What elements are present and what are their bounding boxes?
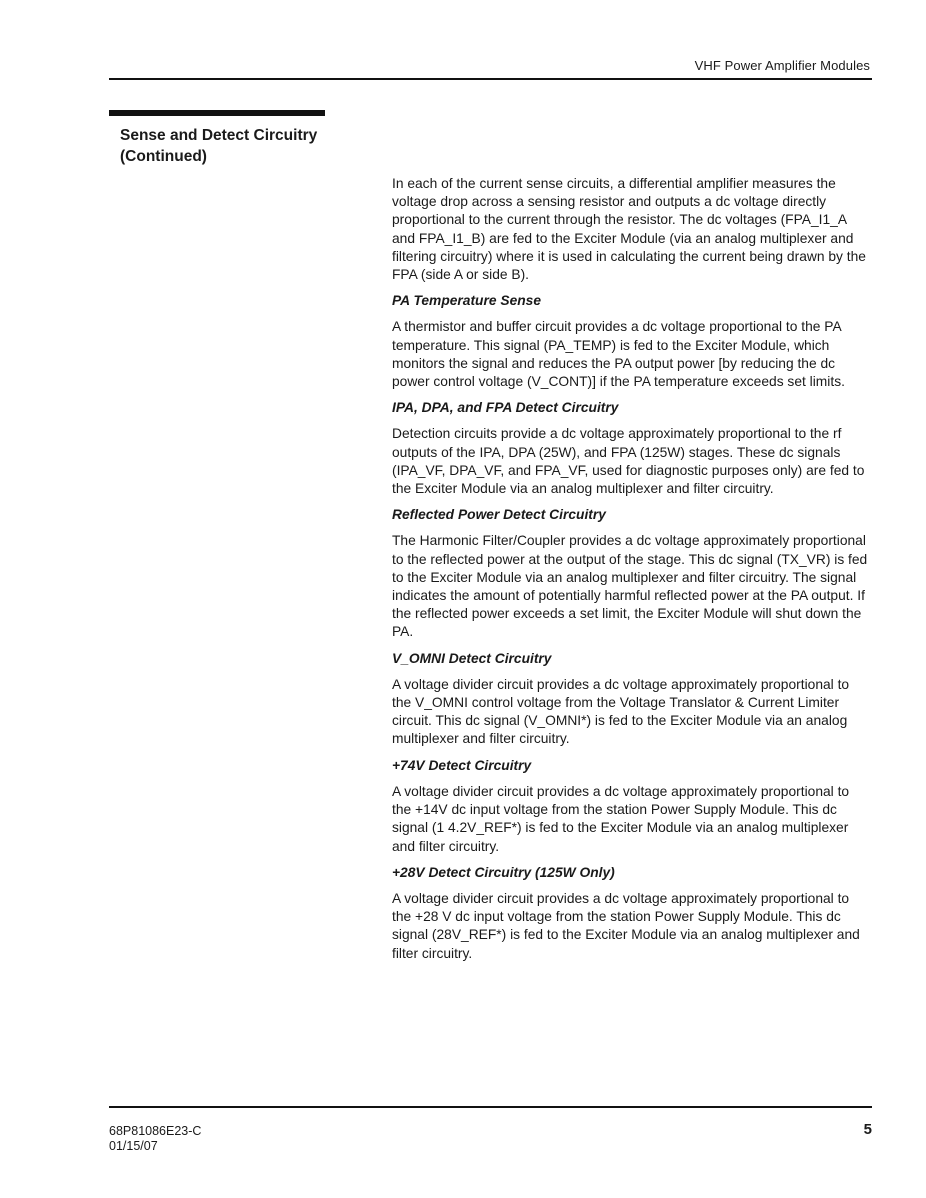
- section-bar: [109, 110, 325, 116]
- subsection-heading-28v: +28V Detect Circuitry (125W Only): [392, 864, 615, 880]
- intro-paragraph: In each of the current sense circuits, a differential amplifier measures the voltage drop across a sensing resistor and outputs a dc voltage directly proportional to the current through the resistor. The dc voltages (FPA_I1_A and FPA_I1_B) are fed to the Exciter Module (via an analog multiplexer and filtering circuitry) where it is used in calculating the current being drawn by the FPA (side A or side B).: [392, 176, 866, 283]
- subsection-body-28v: A voltage divider circuit provides a dc voltage approximately proportional to the +28 V dc input voltage from the station Power Supply Module. This dc signal (28V_REF*) is fed to the Exciter Module via an analog multiplexer and filter circuitry.: [392, 890, 860, 961]
- running-header: VHF Power Amplifier Modules: [694, 58, 870, 73]
- subsection-body-ipa-dpa-fpa: Detection circuits provide a dc voltage approximately proportional to the rf outputs of the IPA, DPA (25W), and FPA (125W) stages. These dc signals (IPA_VF, DPA_VF, and FPA_VF, used for diagnostic purposes only) are fed to the Exciter Module via an analog multiplexer and filter circuitry.: [392, 426, 865, 497]
- footer-rule: [109, 1106, 872, 1108]
- section-title-line1: Sense and Detect Circuitry: [120, 127, 318, 144]
- subsection-heading-ipa-dpa-fpa: IPA, DPA, and FPA Detect Circuitry: [392, 400, 619, 416]
- subsection-body-pa-temperature: A thermistor and buffer circuit provides a dc voltage proportional to the PA temperature. This signal (PA_TEMP) is fed to the Exciter Module, which monitors the signal and reduces the PA output power [by reducing the dc power control voltage (V_CONT)] if the PA temperature exceeds set limits.: [392, 319, 845, 390]
- section-title-line2: (Continued): [120, 148, 207, 165]
- subsection-body-74v: A voltage divider circuit provides a dc voltage approximately proportional to the +14V dc input voltage from the station Power Supply Module. This dc signal (1 4.2V_REF*) is fed to the Exciter Module via an analog multiplexer and filter circuitry.: [392, 783, 850, 854]
- subsection-body-reflected-power: The Harmonic Filter/Coupler provides a dc voltage approximately proportional to the reflected power at the output of the stage. This dc signal (TX_VR) is fed to the Exciter Module via an analog multiplexer and filter circuitry. The signal indicates the amount of potentially harmful reflected power at the PA output. If the reflected power exceeds a set limit, the Exciter Module will shut down the PA.: [392, 533, 868, 640]
- subsection-heading-pa-temperature: PA Temperature Sense: [392, 293, 542, 309]
- body-content: [392, 175, 872, 971]
- section-title: [120, 125, 360, 167]
- subsection-body-v-omni: A voltage divider circuit provides a dc voltage approximately proportional to the V_OMNI control voltage from the Voltage Translator & Current Limiter circuit. This dc signal (V_OMNI*) is fed to the Exciter Module via an analog multiplexer and filter circuitry.: [392, 676, 850, 747]
- document-date: 01/15/07: [109, 1139, 158, 1153]
- subsection-heading-reflected-power: Reflected Power Detect Circuitry: [392, 507, 606, 523]
- subsection-heading-v-omni: V_OMNI Detect Circuitry: [392, 650, 552, 666]
- subsection-heading-74v: +74V Detect Circuitry: [392, 757, 532, 773]
- page-number: 5: [863, 1121, 872, 1138]
- header-rule: [109, 78, 872, 80]
- document-number: 68P81086E23-C: [109, 1124, 202, 1138]
